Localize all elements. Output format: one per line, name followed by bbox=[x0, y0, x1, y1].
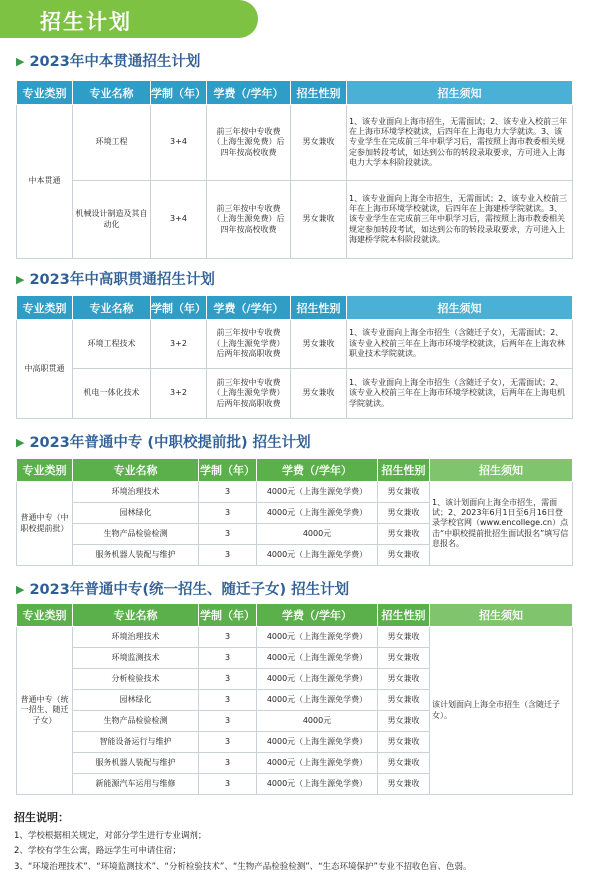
major-cell: 机电一体化技术 bbox=[73, 369, 151, 419]
major-cell: 服务机器人装配与维护 bbox=[73, 545, 199, 566]
triangle-icon: ▶ bbox=[16, 583, 25, 596]
banner bbox=[0, 0, 258, 38]
fee-cell: 4000元（上海生源免学费） bbox=[257, 690, 378, 711]
years-cell: 3 bbox=[199, 711, 257, 732]
gender-cell: 男女兼收 bbox=[291, 320, 347, 369]
notes-heading: 招生说明： bbox=[14, 811, 69, 824]
gender-cell: 男女兼收 bbox=[291, 369, 347, 419]
header-gender: 招生性别 bbox=[291, 81, 347, 105]
header-major: 专业名称 bbox=[73, 296, 151, 320]
gender-cell: 男女兼收 bbox=[378, 732, 430, 753]
fee-cell: 前三年按中专收费（上海生源免学费）后两年按高职收费 bbox=[207, 320, 291, 369]
notes-cell: 1、该专业面向上海市招生，无需面试；2、该专业入校前三年在上海市环境学校就读，后四年在上海电力大学就读。3、该专业学生在完成前三年中职学习后，需按照上海市教委相关规定参加转段考试，如达到公布的转段录取要求，方可进入上海电力大学本科阶段就读。 bbox=[347, 105, 573, 181]
major-cell: 环境工程 bbox=[73, 105, 151, 181]
gender-cell: 男女兼收 bbox=[378, 503, 430, 524]
header-major: 专业名称 bbox=[73, 459, 199, 482]
years-cell: 3+2 bbox=[151, 320, 207, 369]
triangle-icon: ▶ bbox=[16, 436, 25, 449]
fee-cell: 4000元（上海生源免学费） bbox=[257, 669, 378, 690]
section2-title bbox=[16, 268, 215, 289]
note-item: 2、学校有学生公寓，路远学生可申请住宿； bbox=[14, 846, 181, 857]
note-item: 3、“环境治理技术”、“环境监测技术”、“分析检验技术”、“生物产品检验检测”、“生态环境保护”专业不招收色盲、色弱。 bbox=[14, 861, 472, 872]
table-section4 bbox=[16, 603, 573, 795]
table-row bbox=[17, 181, 573, 259]
major-cell: 园林绿化 bbox=[73, 503, 199, 524]
years-cell: 3+4 bbox=[151, 105, 207, 181]
notes-cell: 1、该计划面向上海全市招生，需面试；2、2023年6月1日至6月16日登录学校官网（www.encollege.cn）点击“中职校提前批招生面试报名”填写信息报名。 bbox=[430, 482, 573, 566]
fee-cell: 前三年按中专收费（上海生源免费）后四年按高校收费 bbox=[207, 181, 291, 259]
gender-cell: 男女兼收 bbox=[378, 690, 430, 711]
years-cell: 3+4 bbox=[151, 181, 207, 259]
table-row bbox=[17, 320, 573, 369]
table-header bbox=[17, 296, 573, 320]
major-cell: 智能设备运行与维护 bbox=[73, 732, 199, 753]
fee-cell: 4000元 bbox=[257, 711, 378, 732]
header-category: 专业类别 bbox=[17, 459, 73, 482]
header-category: 专业类别 bbox=[17, 81, 73, 105]
table-header bbox=[17, 81, 573, 105]
section4-title-text: 2023年普通中专(统一招生、随迁子女) 招生计划 bbox=[29, 582, 350, 598]
header-major: 专业名称 bbox=[73, 81, 151, 105]
triangle-icon: ▶ bbox=[16, 55, 25, 68]
years-cell: 3 bbox=[199, 669, 257, 690]
table-row bbox=[17, 105, 573, 181]
major-cell: 环境监测技术 bbox=[73, 648, 199, 669]
table-section1 bbox=[16, 80, 573, 259]
years-cell: 3 bbox=[199, 648, 257, 669]
fee-cell: 前三年按中专收费（上海生源免学费）后两年按高职收费 bbox=[207, 369, 291, 419]
section3-title bbox=[16, 431, 311, 452]
header-gender: 招生性别 bbox=[378, 604, 430, 627]
header-years: 学制（年） bbox=[151, 81, 207, 105]
major-cell: 生物产品检验检测 bbox=[73, 711, 199, 732]
years-cell: 3 bbox=[199, 627, 257, 648]
header-gender: 招生性别 bbox=[378, 459, 430, 482]
major-cell: 机械设计制造及其自动化 bbox=[73, 181, 151, 259]
major-cell: 环境治理技术 bbox=[73, 627, 199, 648]
header-category: 专业类别 bbox=[17, 296, 73, 320]
gender-cell: 男女兼收 bbox=[378, 753, 430, 774]
header-gender: 招生性别 bbox=[291, 296, 347, 320]
note-item: 1、学校根据相关规定，对部分学生进行专业调剂； bbox=[14, 831, 207, 841]
notes-cell: 1、该专业面向上海全市招生（含随迁子女），无需面试；2、该专业入校前三年在上海市环境学校就读，后两年在上海电机学院就读。 bbox=[347, 369, 573, 419]
gender-cell: 男女兼收 bbox=[378, 648, 430, 669]
fee-cell: 4000元（上海生源免学费） bbox=[257, 482, 378, 503]
major-cell: 环境工程技术 bbox=[73, 320, 151, 369]
gender-cell: 男女兼收 bbox=[378, 482, 430, 503]
header-notes: 招生须知 bbox=[430, 459, 573, 482]
category-cell: 普通中专（统一招生、随迁子女） bbox=[17, 627, 73, 795]
fee-cell: 4000元（上海生源免学费） bbox=[257, 732, 378, 753]
section3-title-text: 2023年普通中专 (中职校提前批) 招生计划 bbox=[29, 435, 311, 451]
header-fee: 学费（/学年） bbox=[207, 296, 291, 320]
table-header bbox=[17, 604, 573, 627]
header-years: 学制（年） bbox=[199, 459, 257, 482]
years-cell: 3 bbox=[199, 524, 257, 545]
gender-cell: 男女兼收 bbox=[291, 105, 347, 181]
header-fee: 学费（/学年） bbox=[257, 459, 378, 482]
header-notes: 招生须知 bbox=[430, 604, 573, 627]
admission-notes bbox=[14, 809, 580, 875]
years-cell: 3 bbox=[199, 503, 257, 524]
notes-cell: 1、该专业面向上海全市招生（含随迁子女），无需面试；2、该专业入校前三年在上海市环境学校就读，后两年在上海农林职业技术学院就读。 bbox=[347, 320, 573, 369]
major-cell: 园林绿化 bbox=[73, 690, 199, 711]
header-fee: 学费（/学年） bbox=[257, 604, 378, 627]
table-section2 bbox=[16, 295, 573, 419]
section1-title bbox=[16, 50, 200, 71]
notes-cell: 1、该专业面向上海全市招生，无需面试；2、该专业入校前三年在上海市环境学校就读，后四年在上海建桥学院就读。3、该专业学生在完成前三年中职学习后，需按照上海市教委相关规定参加转段考试，如达到公布的转段录取要求，方可进入上海建桥学院本科阶段就读。 bbox=[347, 181, 573, 259]
banner-title: 招生计划 bbox=[40, 10, 132, 34]
gender-cell: 男女兼收 bbox=[378, 627, 430, 648]
category-cell: 普通中专（中职校提前批） bbox=[17, 482, 73, 566]
category-cell: 中高职贯通 bbox=[17, 320, 73, 419]
years-cell: 3+2 bbox=[151, 369, 207, 419]
fee-cell: 4000元 bbox=[257, 524, 378, 545]
table-row bbox=[17, 482, 573, 503]
table-section3 bbox=[16, 458, 573, 566]
header-notes: 招生须知 bbox=[347, 81, 573, 105]
section4-title bbox=[16, 578, 349, 599]
table-row bbox=[17, 369, 573, 419]
fee-cell: 4000元（上海生源免学费） bbox=[257, 774, 378, 795]
years-cell: 3 bbox=[199, 482, 257, 503]
gender-cell: 男女兼收 bbox=[378, 669, 430, 690]
gender-cell: 男女兼收 bbox=[291, 181, 347, 259]
section2-title-text: 2023年中高职贯通招生计划 bbox=[29, 272, 215, 288]
years-cell: 3 bbox=[199, 732, 257, 753]
years-cell: 3 bbox=[199, 753, 257, 774]
category-cell: 中本贯通 bbox=[17, 105, 73, 259]
header-years: 学制（年） bbox=[151, 296, 207, 320]
gender-cell: 男女兼收 bbox=[378, 545, 430, 566]
years-cell: 3 bbox=[199, 545, 257, 566]
gender-cell: 男女兼收 bbox=[378, 524, 430, 545]
notes-cell: 该计划面向上海全市招生（含随迁子女）。 bbox=[430, 627, 573, 795]
major-cell: 环境治理技术 bbox=[73, 482, 199, 503]
fee-cell: 4000元（上海生源免学费） bbox=[257, 503, 378, 524]
major-cell: 新能源汽车运用与维修 bbox=[73, 774, 199, 795]
table-header bbox=[17, 459, 573, 482]
major-cell: 分析检验技术 bbox=[73, 669, 199, 690]
gender-cell: 男女兼收 bbox=[378, 711, 430, 732]
fee-cell: 4000元（上海生源免学费） bbox=[257, 627, 378, 648]
section1-title-text: 2023年中本贯通招生计划 bbox=[29, 54, 201, 70]
major-cell: 生物产品检验检测 bbox=[73, 524, 199, 545]
major-cell: 服务机器人装配与维护 bbox=[73, 753, 199, 774]
header-major: 专业名称 bbox=[73, 604, 199, 627]
triangle-icon: ▶ bbox=[16, 273, 25, 286]
fee-cell: 4000元（上海生源免学费） bbox=[257, 648, 378, 669]
gender-cell: 男女兼收 bbox=[378, 774, 430, 795]
header-notes: 招生须知 bbox=[347, 296, 573, 320]
table-row bbox=[17, 627, 573, 648]
header-years: 学制（年） bbox=[199, 604, 257, 627]
years-cell: 3 bbox=[199, 774, 257, 795]
header-fee: 学费（/学年） bbox=[207, 81, 291, 105]
header-category: 专业类别 bbox=[17, 604, 73, 627]
fee-cell: 4000元（上海生源免学费） bbox=[257, 545, 378, 566]
years-cell: 3 bbox=[199, 690, 257, 711]
fee-cell: 前三年按中专收费（上海生源免费）后四年按高校收费 bbox=[207, 105, 291, 181]
fee-cell: 4000元（上海生源免学费） bbox=[257, 753, 378, 774]
